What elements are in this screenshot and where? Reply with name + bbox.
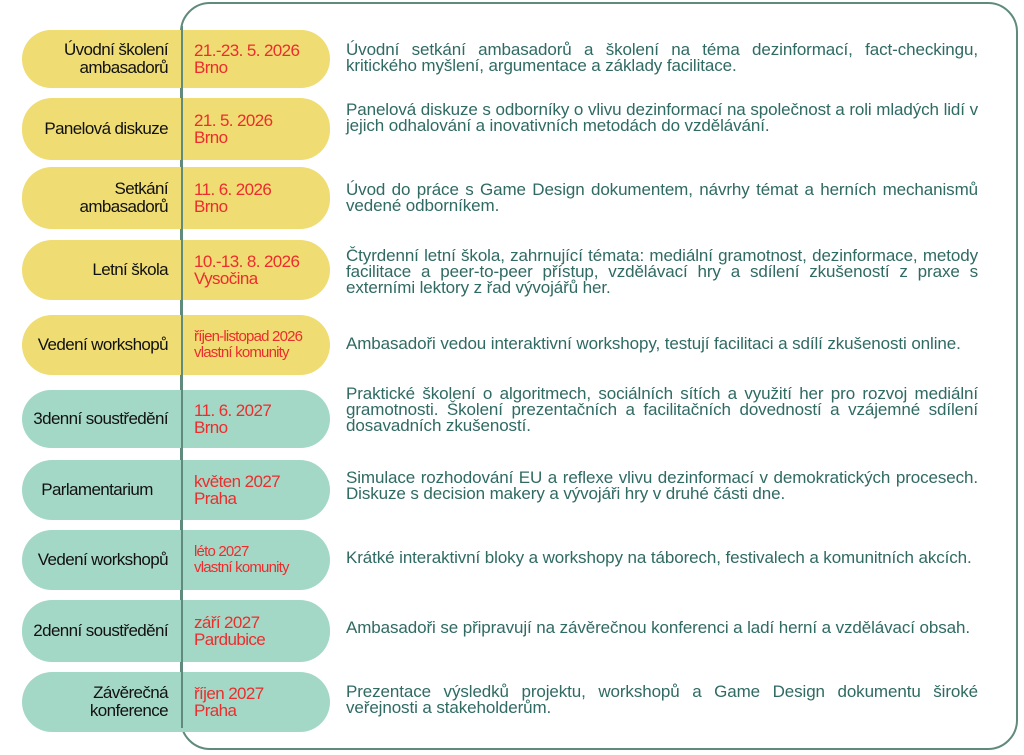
event-label: Parlamentarium bbox=[41, 480, 153, 499]
event-date bbox=[194, 530, 334, 590]
event-date bbox=[194, 30, 334, 88]
event-location: Praha bbox=[194, 701, 237, 720]
event-location: Pardubice bbox=[194, 630, 266, 649]
event-date-line1: říjen-listopad 2026 bbox=[194, 328, 303, 345]
event-description: Čtyrdenní letní škola, zahrnující témata: mediální gramotnost, dezinformace, metody facilitace a peer-to-peer přístup, vzdělávací hry a sdílení zkušeností z praxe s externími lektory z řad vývojářů her. bbox=[346, 246, 978, 297]
event-location: vlastní komunity bbox=[194, 559, 289, 576]
event-date-line1: 21.-23. 5. 2026 bbox=[194, 41, 300, 60]
event-location: Brno bbox=[194, 197, 228, 216]
event-location: Vysočina bbox=[194, 269, 258, 288]
event-label: 2denní soustředění bbox=[33, 621, 168, 640]
event-label: Vedení workshopů bbox=[37, 550, 168, 569]
event-description: Simulace rozhodování EU a reflexe vlivu dezinformací v demokratických procesech. Diskuze s decision makery a vývojáři hry v druhé části dne. bbox=[346, 468, 978, 503]
event-date-line1: říjen 2027 bbox=[194, 684, 264, 703]
event-date-line1: září 2027 bbox=[194, 613, 260, 632]
event-label: Letní škola bbox=[92, 260, 168, 279]
event-date-line1: květen 2027 bbox=[194, 472, 281, 491]
event-location: Brno bbox=[194, 58, 228, 77]
event-date bbox=[194, 98, 334, 160]
event-description: Ambasadoři se připravují na závěrečnou konferenci a ladí herní a vzdělávací obsah. bbox=[346, 618, 970, 637]
event-date bbox=[194, 600, 334, 662]
event-date-line1: 11. 6. 2027 bbox=[194, 401, 272, 420]
event-description: Praktické školení o algoritmech, sociálních sítích a využití her pro rozvoj mediální gramotnosti. Školení prezentačních a facilitačních dovedností a vzájemné sdílení dosavadních zkušeností. bbox=[346, 384, 978, 435]
event-description: Krátké interaktivní bloky a workshopy na táborech, festivalech a komunitních akcích. bbox=[346, 548, 972, 567]
event-label: Úvodní školení ambasadorů bbox=[63, 40, 168, 77]
event-label: Setkání ambasadorů bbox=[79, 179, 168, 216]
event-date-line1: léto 2027 bbox=[194, 543, 249, 560]
event-location: vlastní komunity bbox=[194, 344, 289, 361]
event-date bbox=[194, 460, 334, 520]
event-date bbox=[194, 315, 334, 375]
event-date bbox=[194, 240, 334, 300]
event-label: Panelová diskuze bbox=[44, 119, 168, 138]
event-label: Vedení workshopů bbox=[37, 335, 168, 354]
event-description: Prezentace výsledků projektu, workshopů a Game Design dokumentu široké veřejnosti a stakeholderům. bbox=[346, 682, 978, 717]
event-description: Panelová diskuze s odborníky o vlivu dezinformací na společnost a roli mladých lidí v jejich odhalování a inovativních metodách do vzdělávání. bbox=[346, 100, 978, 135]
event-date bbox=[194, 167, 334, 229]
event-label: 3denní soustředění bbox=[33, 409, 168, 428]
event-date-line1: 21. 5. 2026 bbox=[194, 111, 273, 130]
event-description: Ambasadoři vedou interaktivní workshopy, testují facilitaci a sdílí zkušenosti online. bbox=[346, 334, 961, 353]
event-date bbox=[194, 672, 334, 732]
event-description: Úvodní setkání ambasadorů a školení na téma dezinformací, fact-checkingu, kritického myšlení, argumentace a základy facilitace. bbox=[346, 40, 978, 75]
event-date-line1: 10.-13. 8. 2026 bbox=[194, 252, 300, 271]
event-location: Brno bbox=[194, 128, 228, 147]
event-location: Praha bbox=[194, 489, 237, 508]
event-label: Závěrečná konference bbox=[89, 683, 168, 720]
event-date bbox=[194, 390, 334, 448]
event-location: Brno bbox=[194, 418, 228, 437]
timeline-line bbox=[181, 26, 183, 728]
event-date-line1: 11. 6. 2026 bbox=[194, 180, 272, 199]
event-description: Úvod do práce s Game Design dokumentem, návrhy témat a herních mechanismů vedené odborníkem. bbox=[346, 180, 978, 215]
